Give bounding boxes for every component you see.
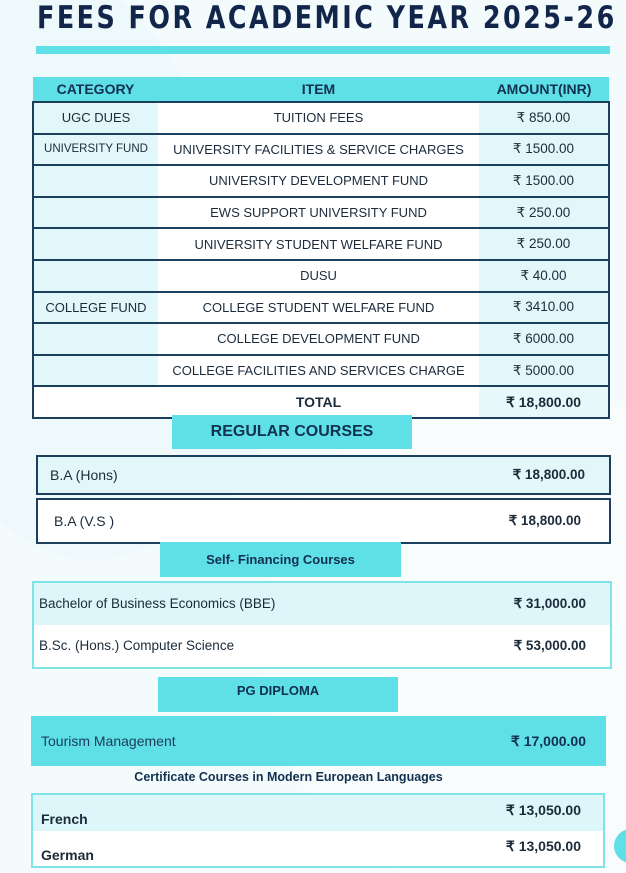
item-cell: UNIVERSITY DEVELOPMENT FUND — [158, 165, 479, 197]
table-row — [33, 102, 609, 134]
total-amount: ₹ 18,800.00 — [479, 386, 609, 418]
category-cell: UGC DUES — [33, 102, 158, 134]
course-row-bsc-cs — [34, 625, 610, 667]
course-amount: ₹ 31,000.00 — [513, 596, 586, 611]
course-amount: ₹ 53,000.00 — [513, 638, 586, 653]
category-cell — [33, 355, 158, 387]
table-row — [33, 197, 609, 229]
course-amount: ₹ 17,000.00 — [510, 732, 586, 749]
course-name: French — [41, 811, 88, 827]
amount-cell: ₹ 850.00 — [479, 102, 609, 134]
amount-cell: ₹ 5000.00 — [479, 355, 609, 387]
category-cell: COLLEGE FUND — [33, 292, 158, 324]
course-name: B.A (V.S ) — [54, 513, 115, 529]
category-cell — [33, 228, 158, 260]
course-row-french — [33, 795, 603, 831]
category-cell — [33, 197, 158, 229]
table-row — [33, 165, 609, 197]
self-financing-table — [32, 581, 612, 669]
table-row — [33, 228, 609, 260]
amount-cell: ₹ 1500.00 — [479, 134, 609, 166]
self-financing-heading: Self- Financing Courses — [160, 542, 401, 577]
total-label: TOTAL — [158, 386, 479, 418]
item-cell: EWS SUPPORT UNIVERSITY FUND — [158, 197, 479, 229]
category-cell — [33, 165, 158, 197]
course-name: Tourism Management — [41, 733, 176, 749]
amount-cell: ₹ 250.00 — [479, 228, 609, 260]
regular-courses-heading: REGULAR COURSES — [172, 415, 412, 449]
course-name: B.A (Hons) — [50, 467, 118, 483]
header-amount: AMOUNT(INR) — [479, 77, 609, 102]
item-cell: DUSU — [158, 260, 479, 292]
amount-cell: ₹ 6000.00 — [479, 323, 609, 355]
header-category: CATEGORY — [33, 77, 158, 102]
course-row-ba-hons — [36, 455, 611, 495]
title-underline — [36, 46, 610, 54]
certificate-courses-table — [31, 793, 605, 868]
table-row — [33, 134, 609, 166]
table-row — [33, 260, 609, 292]
item-cell: UNIVERSITY FACILITIES & SERVICE CHARGES — [158, 134, 479, 166]
item-cell: COLLEGE STUDENT WELFARE FUND — [158, 292, 479, 324]
total-row — [33, 386, 609, 418]
table-header-row — [33, 77, 609, 102]
item-cell: COLLEGE FACILITIES AND SERVICES CHARGE — [158, 355, 479, 387]
table-row — [33, 323, 609, 355]
table-row — [33, 355, 609, 387]
item-cell: TUITION FEES — [158, 102, 479, 134]
course-name: B.Sc. (Hons.) Computer Science — [39, 638, 235, 653]
course-amount: ₹ 18,800.00 — [508, 513, 581, 528]
pg-diploma-heading: PG DIPLOMA — [158, 677, 398, 712]
header-item: ITEM — [158, 77, 479, 102]
amount-cell: ₹ 3410.00 — [479, 292, 609, 324]
certificate-courses-heading: Certificate Courses in Modern European Languages — [134, 770, 443, 784]
course-row-tourism — [31, 716, 606, 766]
course-name: German — [41, 847, 94, 863]
course-amount: ₹ 13,050.00 — [505, 838, 581, 854]
item-cell: UNIVERSITY STUDENT WELFARE FUND — [158, 228, 479, 260]
course-amount: ₹ 13,050.00 — [505, 802, 581, 818]
amount-cell: ₹ 250.00 — [479, 197, 609, 229]
total-empty-cell — [33, 386, 158, 418]
table-row — [33, 292, 609, 324]
amount-cell: ₹ 1500.00 — [479, 165, 609, 197]
course-row-ba-vs — [36, 498, 611, 544]
course-name: Bachelor of Business Economics (BBE) — [39, 596, 276, 611]
item-cell: COLLEGE DEVELOPMENT FUND — [158, 323, 479, 355]
course-amount: ₹ 18,800.00 — [512, 467, 585, 482]
category-cell: UNIVERSITY FUND — [33, 134, 158, 166]
fee-breakdown-table — [32, 77, 610, 419]
page-title: FEES FOR ACADEMIC YEAR 2025-26 — [37, 0, 617, 36]
category-cell — [33, 260, 158, 292]
amount-cell: ₹ 40.00 — [479, 260, 609, 292]
course-row-german — [33, 831, 603, 867]
course-row-bbe — [34, 583, 610, 625]
category-cell — [33, 323, 158, 355]
